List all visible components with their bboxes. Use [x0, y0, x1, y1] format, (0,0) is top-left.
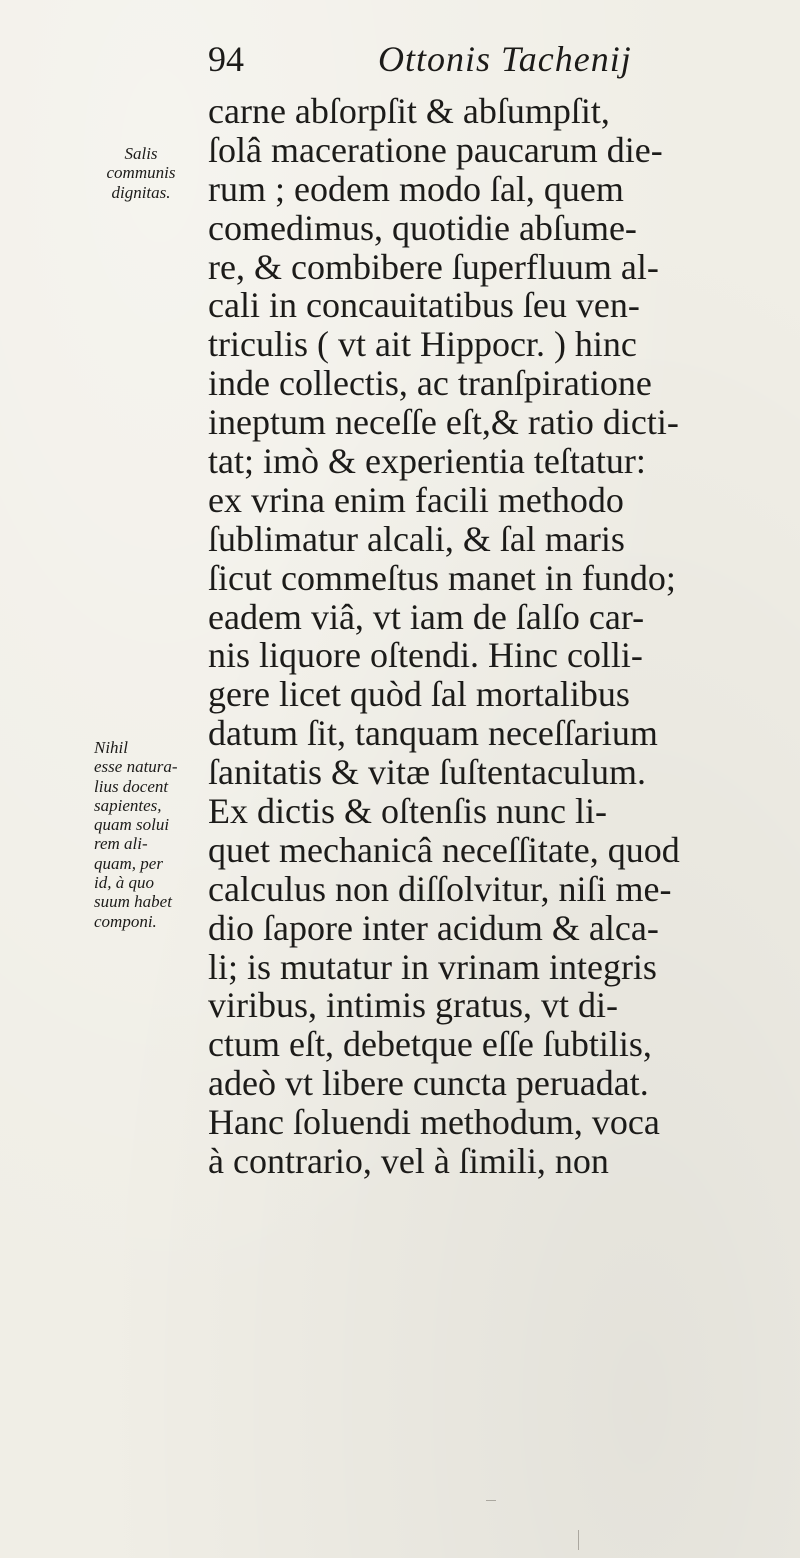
text-line: comedimus, quotidie abſume-	[208, 207, 637, 248]
text-line: tat; imò & experientia teſtatur:	[208, 441, 646, 482]
margin-note-line: rem ali-	[94, 834, 148, 854]
margin-note-nihil	[94, 738, 204, 931]
text-line: ſicut commeſtus manet in fundo;	[208, 557, 676, 598]
text-line: cali in concauitatibus ſeu ven-	[208, 285, 640, 326]
main-text-block	[208, 92, 768, 1181]
scan-mark	[578, 1530, 579, 1550]
text-line: ineptum neceſſe eſt,& ratio dicti-	[208, 402, 679, 443]
margin-note-line: id, à quo	[94, 873, 154, 893]
text-line: ſublimatur alcali, & ſal maris	[208, 518, 625, 559]
text-line: eadem viâ, vt iam de ſalſo car-	[208, 596, 645, 637]
text-line: viribus, intimis gratus, vt di-	[208, 985, 618, 1026]
text-line: ſolâ maceratione paucarum die-	[208, 129, 663, 170]
scan-mark	[486, 1500, 496, 1501]
margin-note-line: sapientes,	[94, 795, 162, 815]
margin-note-line: quam solui	[94, 815, 170, 835]
text-line: adeò vt libere cuncta peruadat.	[208, 1063, 649, 1104]
text-line: Hanc ſoluendi methodum, voca	[208, 1102, 660, 1143]
margin-note-salis	[96, 144, 186, 202]
margin-note-line: quam, per	[94, 853, 163, 873]
margin-note-line: lius docent	[94, 776, 169, 796]
text-line: Ex dictis & oſtenſis nunc li-	[208, 791, 607, 832]
text-line: nis liquore oſtendi. Hinc colli-	[208, 635, 643, 676]
margin-note-line: Nihil	[94, 738, 129, 757]
text-line: li; is mutatur in vrinam integris	[208, 946, 657, 987]
text-line: à contrario, vel à ſimili, non	[208, 1141, 609, 1182]
running-head: Ottonis Tachenij	[378, 39, 632, 79]
margin-note-line: Salis	[124, 144, 158, 163]
text-line: inde collectis, ac tranſpiratione	[208, 363, 652, 404]
text-line: quet mechanicâ neceſſitate, quod	[208, 829, 680, 870]
margin-note-line: dignitas.	[111, 182, 171, 202]
text-line: triculis ( vt ait Hippocr. ) hinc	[208, 324, 637, 365]
text-line: dio ſapore inter acidum & alca-	[208, 907, 659, 948]
text-line: datum ſit, tanquam neceſſarium	[208, 713, 658, 754]
margin-note-line: suum habet	[94, 892, 172, 912]
page-header	[208, 38, 688, 88]
text-line: gere licet quòd ſal mortalibus	[208, 674, 630, 715]
text-line: carne abſorpſit & abſumpſit,	[208, 91, 610, 131]
text-line: re, & combibere ſuperfluum al-	[208, 246, 659, 287]
page-number: 94	[208, 39, 244, 79]
text-line: ctum eſt, debetque eſſe ſubtilis,	[208, 1024, 652, 1065]
margin-note-line: esse natura-	[94, 757, 178, 777]
text-line: ſanitatis & vitæ ſuſtentaculum.	[208, 752, 646, 793]
margin-note-line: componi.	[94, 911, 157, 931]
text-line: rum ; eodem modo ſal, quem	[208, 168, 624, 209]
margin-note-line: communis	[106, 163, 176, 183]
text-line: calculus non diſſolvitur, niſi me-	[208, 868, 672, 909]
text-line: ex vrina enim facili methodo	[208, 479, 624, 520]
